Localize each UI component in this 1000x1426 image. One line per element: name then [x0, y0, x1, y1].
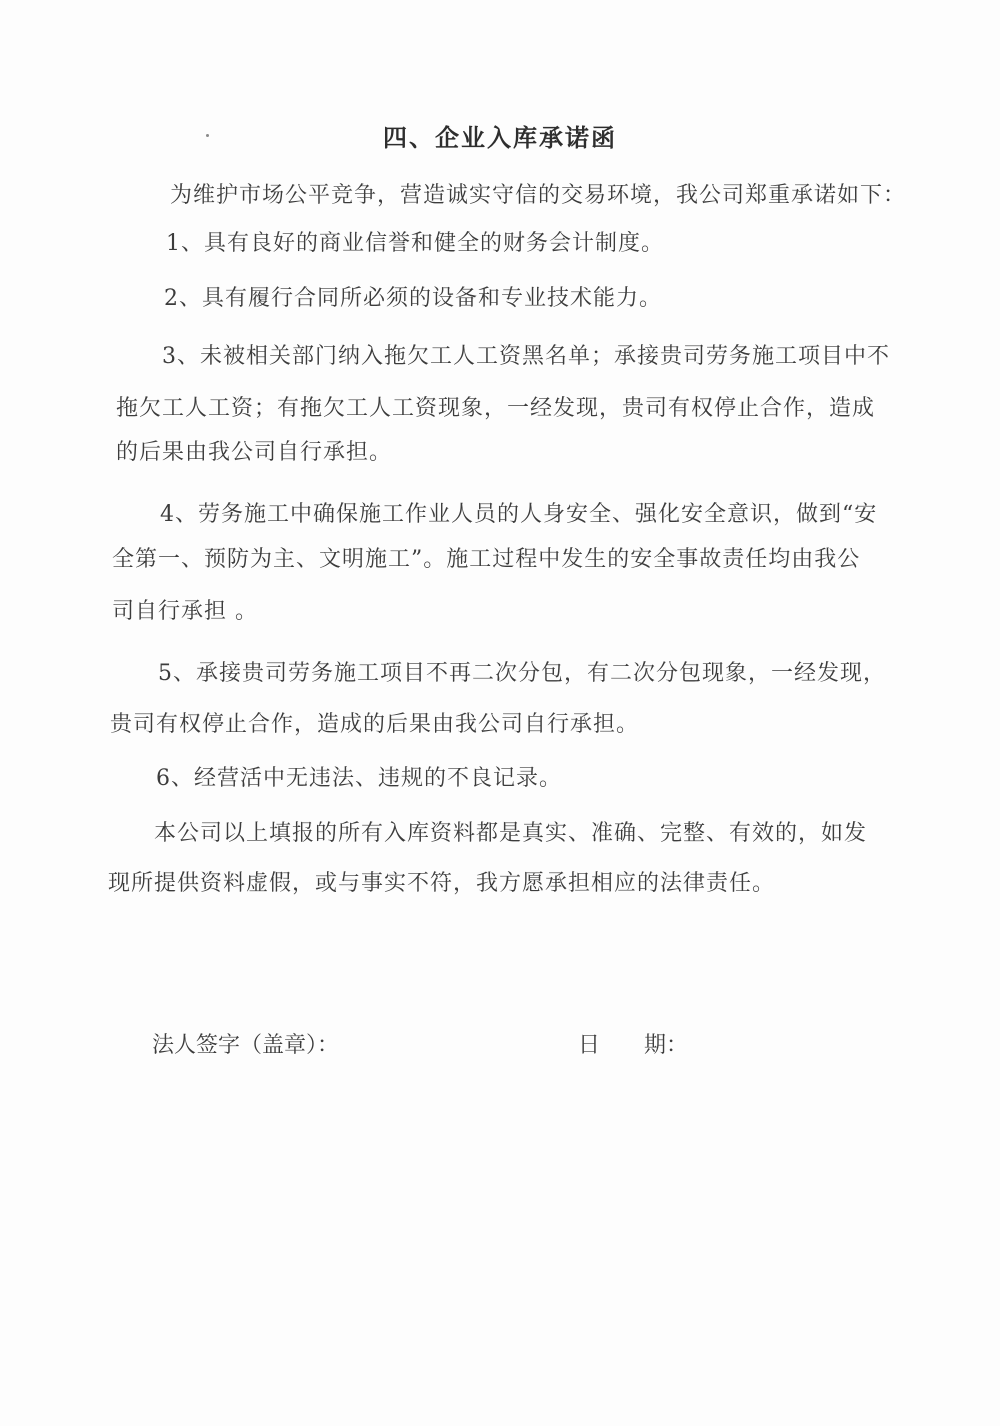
item-4-line-3: 司自行承担 。: [112, 599, 258, 624]
item-1-line-1: 1、具有良好的商业信誉和健全的财务会计制度。: [166, 231, 664, 256]
document-title: 四、企业入库承诺函: [383, 123, 617, 152]
item-3-line-3: 的后果由我公司自行承担。: [116, 440, 393, 465]
item-3-line-1: 3、未被相关部门纳入拖欠工人工资黑名单；承接贵司劳务施工项目中不: [162, 344, 890, 369]
item-6-line-1: 6、经营活中无违法、违规的不良记录。: [156, 766, 562, 791]
item-4-line-1: 4、劳务施工中确保施工作业人员的人身安全、强化安全意识，做到“安: [160, 502, 878, 527]
item-5-line-2: 贵司有权停止合作，造成的后果由我公司自行承担。: [110, 712, 640, 737]
intro-line: 为维护市场公平竞争，营造诚实守信的交易环境，我公司郑重承诺如下：: [170, 183, 907, 208]
date-label: 日 期：: [578, 1033, 689, 1058]
closing-line-2: 现所提供资料虚假，或与事实不符，我方愿承担相应的法律责任。: [108, 871, 776, 896]
signature-label: 法人签字（盖章）：: [152, 1033, 340, 1058]
item-4-line-2: 全第一、预防为主、文明施工”。施工过程中发生的安全事故责任均由我公: [112, 547, 861, 572]
closing-line-1: 本公司以上填报的所有入库资料都是真实、准确、完整、有效的，如发: [154, 821, 868, 846]
item-5-line-1: 5、承接贵司劳务施工项目不再二次分包，有二次分包现象，一经发现，: [158, 661, 886, 686]
item-2-line-1: 2、具有履行合同所必须的设备和专业技术能力。: [164, 286, 662, 311]
item-3-line-2: 拖欠工人工资；有拖欠工人工资现象，一经发现，贵司有权停止合作，造成: [116, 396, 876, 421]
